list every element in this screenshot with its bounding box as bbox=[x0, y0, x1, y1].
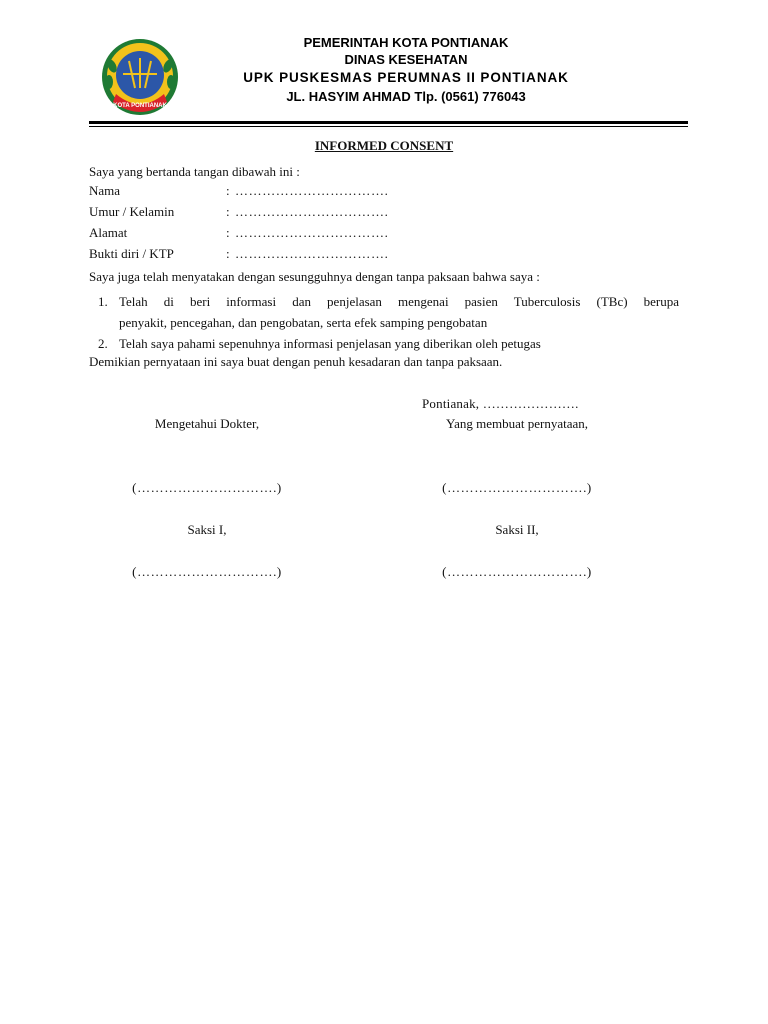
witness-two-title: Saksi II, bbox=[495, 522, 539, 537]
list-item bbox=[89, 333, 679, 354]
intro-text: Saya yang bertanda tangan dibawah ini : bbox=[89, 164, 300, 179]
consent-list bbox=[89, 291, 679, 354]
list-number: 1. bbox=[98, 294, 108, 309]
address-phone: JL. HASYIM AHMAD Tlp. (0561) 776043 bbox=[286, 89, 526, 104]
declarant-signature-blank[interactable]: (………………………….) bbox=[442, 480, 592, 495]
department-name: DINAS KESEHATAN bbox=[344, 52, 468, 67]
letterhead bbox=[190, 34, 622, 107]
field-colon: : bbox=[226, 183, 230, 198]
field-label: Umur / Kelamin bbox=[89, 204, 175, 219]
statement-text: Saya juga telah menyatakan dengan sesungguhnya dengan tanpa paksaan bahwa saya : bbox=[89, 269, 540, 284]
health-center-name: UPK PUSKESMAS PERUMNAS II PONTIANAK bbox=[243, 70, 569, 85]
list-text-continued: penyakit, pencegahan, dan pengobatan, serta efek samping pengobatan bbox=[119, 315, 488, 330]
witness-one-signature-blank[interactable]: (………………………….) bbox=[132, 564, 282, 579]
emblem-label: KOTA PONTIANAK bbox=[113, 103, 167, 109]
government-name: PEMERINTAH KOTA PONTIANAK bbox=[303, 35, 509, 50]
closing-text: Demikian pernyataan ini saya buat dengan penuh kesadaran dan tanpa paksaan. bbox=[89, 354, 503, 369]
field-blank[interactable]: ……………………………. bbox=[235, 204, 389, 219]
list-item bbox=[89, 291, 679, 333]
city-emblem-icon bbox=[99, 36, 181, 118]
place-date[interactable]: Pontianak, …………………. bbox=[422, 396, 579, 411]
witness-one-title: Saksi I, bbox=[187, 522, 227, 537]
doctor-signature-title: Mengetahui Dokter, bbox=[154, 416, 260, 431]
field-blank[interactable]: ……………………………. bbox=[235, 246, 389, 261]
field-blank[interactable]: ……………………………. bbox=[235, 225, 389, 240]
list-text: Telah di beri informasi dan penjelasan mengenai pasien Tuberculosis (TBc) berupa bbox=[119, 294, 679, 309]
field-colon: : bbox=[226, 246, 230, 261]
letterhead-divider-thick bbox=[89, 121, 688, 124]
field-blank[interactable]: ……………………………. bbox=[235, 183, 389, 198]
witness-two-signature-blank[interactable]: (………………………….) bbox=[442, 564, 592, 579]
document-title: INFORMED CONSENT bbox=[314, 138, 454, 153]
letterhead-divider-thin bbox=[89, 126, 688, 127]
field-colon: : bbox=[226, 225, 230, 240]
field-label: Nama bbox=[89, 183, 121, 198]
list-number: 2. bbox=[98, 336, 108, 351]
declarant-signature-title: Yang membuat pernyataan, bbox=[445, 416, 588, 431]
list-text: Telah saya pahami sepenuhnya informasi penjelasan yang diberikan oleh petugas bbox=[119, 336, 541, 351]
doctor-signature-blank[interactable]: (………………………….) bbox=[132, 480, 282, 495]
field-label: Alamat bbox=[89, 225, 128, 240]
field-label: Bukti diri / KTP bbox=[89, 246, 174, 261]
field-colon: : bbox=[226, 204, 230, 219]
